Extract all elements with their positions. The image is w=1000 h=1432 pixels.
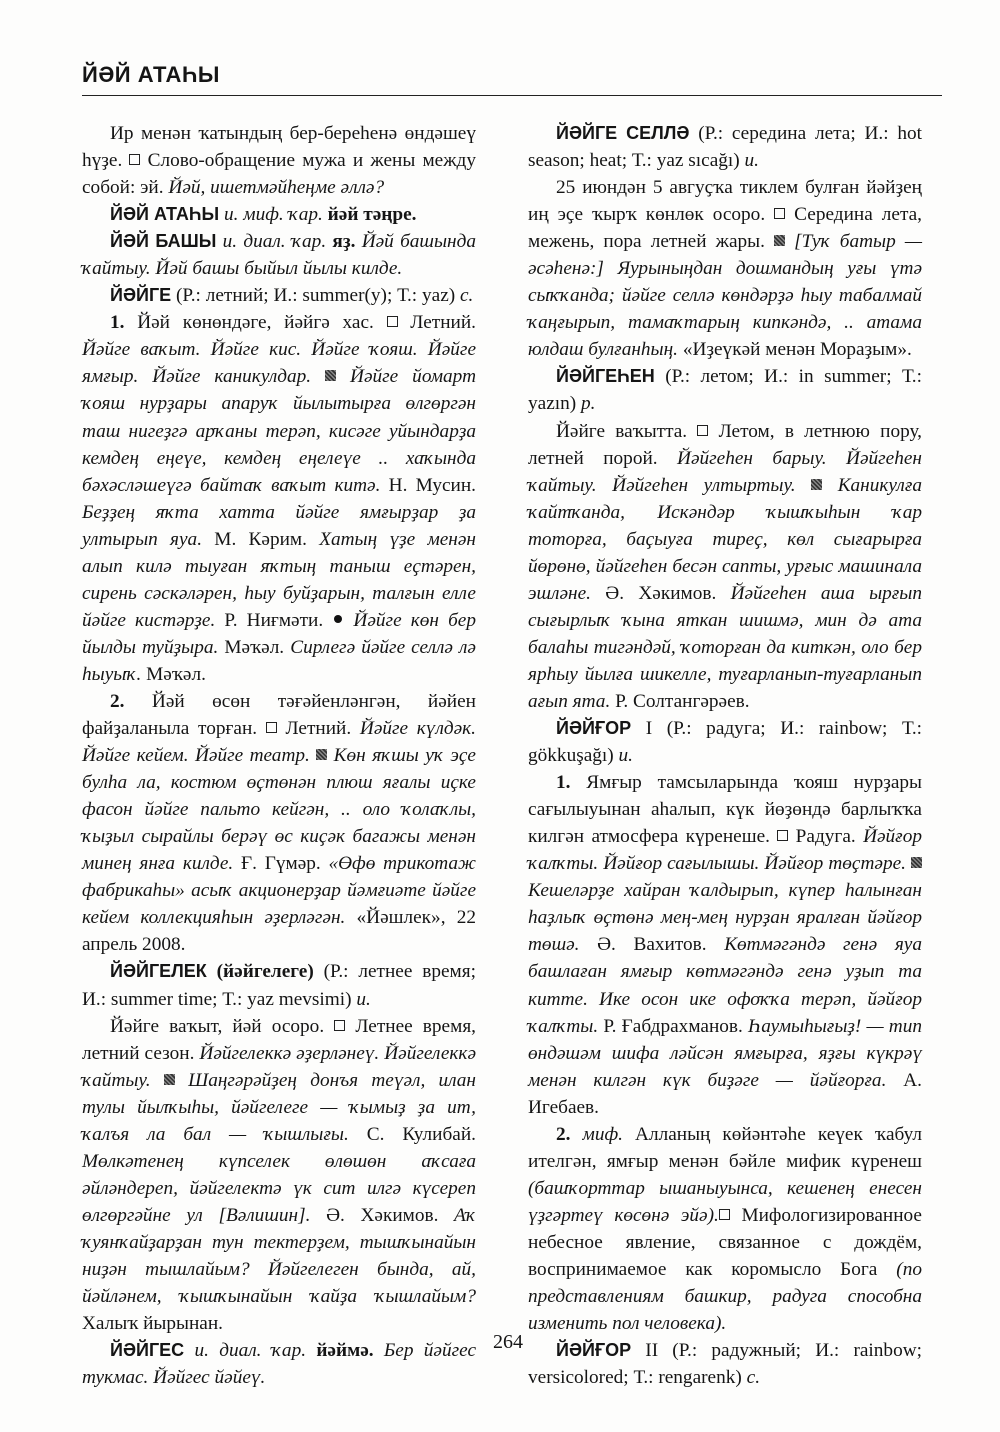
citation-text: Аҡ ҡуянҡайҙарҙан тун тектерҙем, тышҡынайын ниҙән тышлайым? Йәйгелеген бында, ай, йәйләнем, ҡышҡынайын ҡайҙа ҡышлайым?: [82, 1204, 476, 1308]
translation-text: Середина лета, межень, пора летней жары.: [528, 204, 922, 253]
part-of-speech: и.: [356, 988, 371, 1010]
grammar-label: и. диал. ҡар.: [216, 231, 333, 253]
citation-marker-icon: [325, 370, 336, 381]
russian-translation-marker-icon: [697, 425, 708, 436]
citation-source: Мәҡәл.: [218, 636, 291, 658]
entry: [528, 363, 922, 417]
sense-number: 1.: [556, 772, 571, 794]
citation-author: А. Игебаев.: [528, 1069, 922, 1118]
citation-marker-icon: [911, 857, 922, 868]
citation-marker-icon: [164, 1074, 175, 1085]
entry: [82, 958, 476, 1012]
headword: ЙӘЙГЕ СЕЛЛӘ: [556, 123, 690, 143]
citation-author: Р. Ғабдрахманов.: [598, 1015, 748, 1037]
definition-text: Йәйге ваҡытта.: [556, 420, 698, 442]
headword: ЙӘЙГЕ: [110, 285, 172, 306]
definition-text: Йәй өсөн тәғәйенләнгән, йәйен файҙаланыла торған.: [82, 690, 476, 740]
citation-text: [Туҡ батыр — әсәһенә:] Яурыныңдан дошмандың уғы үтә сыҡҡанда; йәйге селлә көндәрҙә һыу табалмай ҡаңғырып, тамаҡтарың кипкәндә, .. атама юлдаш булғанһың.: [528, 231, 922, 361]
translations: (Р.: летний; И.: summer(у); Т.: yaz): [171, 285, 460, 307]
running-head: ЙӘЙ АТАҺЫ: [82, 62, 220, 87]
definition-text: 25 июндән 5 авгуҫҡа тиклем булған йәйҙең иң эҫе ҡырҡ көнлөк осоро.: [528, 177, 922, 226]
russian-translation-marker-icon: [266, 722, 277, 733]
translations: (Р.: летом; И.: in summer; Т.: yazın): [528, 366, 922, 415]
citation-source: «Йәшлек», 22 апрель 2008.: [82, 907, 476, 956]
russian-translation-marker-icon: [387, 316, 398, 327]
part-of-speech: с.: [746, 1367, 761, 1389]
translation-text: Летом, в летнюю пору, летней порой.: [528, 420, 922, 469]
citation-author: Н. Мусин.: [380, 474, 476, 496]
header-rule: [82, 95, 942, 96]
headword-variant: (йәйгелеге): [206, 961, 314, 983]
translation-text: Слово-обращение мужа и жены между собой: эй.: [82, 150, 476, 199]
part-of-speech: и.: [618, 745, 633, 767]
entry: [82, 282, 476, 309]
citation-author: Ә. Вахитов.: [579, 934, 725, 956]
definition-text: Йәй көнөндәге, йәйгә хас.: [124, 312, 387, 334]
part-of-speech: с.: [460, 285, 474, 307]
citation-author: Ә. Хәкимов.: [590, 582, 731, 604]
citation-source: «Иҙеүкәй менән Мораҙым».: [678, 339, 912, 361]
sense: [82, 688, 476, 958]
definition-text: Ир менән ҡатындың бер-береһенә өндәшеү һүҙе.: [82, 123, 476, 172]
grammar-label: и. диал. ҡар.: [184, 1340, 317, 1362]
example-text: Йәйгелеккә әҙерләнеү. Йәйгелеккә ҡайтыу.: [82, 1042, 476, 1091]
headword: ЙӘЙ АТАҺЫ: [110, 204, 220, 225]
grammar-label: и. миф. ҡар.: [219, 204, 328, 226]
definition-text: Йәйге ваҡыт, йәй осоро.: [110, 1015, 335, 1037]
headword: ЙӘЙГЕҺЕН: [556, 366, 655, 387]
entry: [82, 201, 476, 228]
definition-text: Алланың көйәнтәһе кеүек ҡабул ителгән, ямғыр менән бәйле мифик күренеш: [528, 1123, 922, 1172]
translation-text: Радуга.: [788, 826, 864, 848]
citation-author: Р. Ниғмәти.: [215, 609, 333, 631]
sense: [528, 174, 922, 363]
cross-reference: яҙ.: [332, 231, 356, 253]
part-of-speech: р.: [581, 393, 596, 415]
translation-text: Летнее время, летний сезон.: [82, 1015, 477, 1064]
translations: (Р.: середина лета; И.: hot season; heat; Т.: yaz sıcağı): [528, 123, 922, 172]
translation-text: Летний.: [276, 718, 360, 740]
russian-translation-marker-icon: [777, 830, 788, 841]
right-column: [528, 120, 922, 1391]
definition-note: (башҡорттар ышаныуынса, кешенең енесен үҙгәртеү көсөнә эйә).: [528, 1177, 922, 1226]
sense: [82, 309, 476, 688]
example-text: Йәйғор ҡалҡты. Йәйғор сағылышы. Йәйғор төҫтәре.: [528, 826, 922, 875]
citation-text: Хатың үҙе менән алып килә тыуған яҡтың таныш еҫтәрен, сирень сәскәләрен, һыу буйҙарын, талғын елле йәйге кистәрҙе.: [82, 528, 476, 631]
citation-marker-icon: [774, 235, 785, 246]
page-number: 264: [493, 1331, 523, 1353]
citation-text: Көтмәгәндә генә яуа башлаған ямғыр көтмәгәндә генә уҙып та китте. Ике осон ике офоҡҡа терәп, йәйғор ҡалҡты.: [528, 934, 922, 1037]
russian-translation-marker-icon: [774, 208, 785, 219]
citation-source: Мәҡәл.: [141, 663, 206, 685]
russian-translation-marker-icon: [129, 154, 140, 165]
headword: ЙӘЙ БАШЫ: [110, 231, 217, 252]
grammar-label: миф.: [570, 1123, 623, 1145]
headword: ЙӘЙГЕС: [110, 1340, 185, 1361]
sense: [528, 1121, 922, 1337]
proverb-text: Йәйге көн бер йылды туйҙыра.: [82, 609, 476, 658]
translations: I (Р.: радуга; И.: rainbow; Т.: gökkuşağı): [528, 718, 922, 767]
sense-number: 1.: [110, 312, 125, 334]
entry: [82, 228, 476, 282]
citation-author: Р. Солтангәрәев.: [610, 690, 750, 712]
proverb-marker-icon: [334, 615, 342, 623]
citation-author: С. Кулибай.: [348, 1123, 476, 1145]
example-text: Йәй башында ҡайтыу. Йәй башы быйыл йылы килде.: [82, 231, 476, 280]
russian-translation-marker-icon: [334, 1020, 345, 1031]
citation-text: Каникулға ҡайтҡанда, Искәндәр ҡышҡыһын ҡар тоторға, баҫыуға тиреҫ, көл сығарырға йөрөнө, йәйгеһен бесән сапты, урғыс машинала эшләне.: [528, 474, 922, 604]
translation-note: (по представлениям башкир, радуга способна изменить пол человека).: [528, 1258, 922, 1335]
citation-text: Йәйге йомарт ҡояш нурҙары апаруҡ йылытырға өлгөргән таш нигеҙгә арҡаны терәп, кисәге уйындарҙа кемдең еңеүе, кемдең еңелеүе .. хаҡында бәхәсләшеүгә байтаҡ ваҡыт китә.: [82, 366, 476, 496]
sense-number: 2.: [110, 690, 125, 712]
citation-text: Беҙҙең яҡта хатта йәйге ямғырҙар ҙа ултырып яуа.: [82, 501, 476, 550]
sense: [528, 418, 922, 716]
sense: [82, 1013, 476, 1338]
headword: ЙӘЙҒОР: [556, 1340, 632, 1361]
citation-marker-icon: [316, 749, 327, 760]
example-text: Бер йәйгес тукмас. Йәйгес йәйеү.: [82, 1340, 477, 1389]
citation-text: Шаңгәрәйҙең донъя теүәл, илан тулы йылҡыһы, йәйгелеге — ҡымыҙ ҙа ит, ҡалъя ла бал — ҡышлығы.: [82, 1069, 476, 1145]
citation-author: М. Кәрим.: [202, 528, 320, 550]
citation-text: Кешеләрҙе хайран ҡалдырып, күпер һалынған һаҙлыҡ өҫтөнә мең-мең нурҙан яралған йәйғор төшә.: [528, 880, 922, 956]
citation-author: Ә. Хәкимов.: [310, 1204, 455, 1226]
example-text: Йәйге күлдәк. Йәйге кейем. Йәйге театр.: [82, 718, 477, 767]
cross-reference: йәй тәңре.: [327, 204, 417, 226]
cross-reference: йәймә.: [316, 1340, 374, 1362]
citation-source: Халыҡ йырынан.: [82, 1313, 223, 1335]
example-text: Йәйге ваҡыт. Йәйге кис. Йәйге ҡояш. Йәйге ямғыр. Йәйге каникулдар.: [82, 339, 476, 388]
citation-text: Һаумыһығыҙ! — тип өндәшәм шифа ләйсән ямғырға, яҙғы күкрәү менән килгән күк биҙәге — йәйғорға.: [528, 1015, 922, 1091]
citation-text: Йәйгеһен аша ырғып сығырлыҡ ҡына яткан шишмә, мин дә ата балаһы тигәндәй, ҡоторған да киткән, оло бер ярһыу йылға шикелле, туғарланып-туғарланып ағып ята.: [528, 582, 922, 712]
headword: ЙӘЙҒОР: [556, 718, 632, 739]
citation-text: «Өфө трикотаж фабрикаһы» асыҡ акционерҙар йәмғиәте йәйге кейем коллекцияһын әҙерләгән.: [82, 853, 476, 929]
left-column: [82, 120, 476, 1391]
entry: [528, 120, 922, 174]
part-of-speech: и.: [744, 150, 759, 172]
russian-translation-marker-icon: [719, 1209, 730, 1220]
proverb-text: Сирлегә йәйге селлә лә һыуыҡ.: [82, 636, 476, 685]
citation-text: Мөлкәтенең күпселек өлөшөн аҡсаға әйләндереп, йәйгелектә үк сит илгә күсереп өлгөргәйне ул [Вәлишин].: [82, 1150, 476, 1226]
citation-text: Көн яҡшы уҡ эҫе булһа ла, костюм өҫтөнән плюш яғалы иҫке фасон йәйге пальто кейгән, .. оло ҡолаҡлы, ҡыҙыл сырайлы берәү өс киҫәк багажы менән минең янға килде.: [82, 745, 476, 875]
translation-text: Летний.: [397, 312, 476, 334]
translations: (Р.: летнее время; И.: summer time; Т.: yaz mevsimi): [82, 961, 476, 1010]
sense-number: 2.: [556, 1123, 571, 1145]
citation-marker-icon: [811, 479, 822, 490]
example-text: Йәйгеһен барыу. Йәйгеһен ҡайтыу. Йәйгеһен ултыртыу.: [528, 447, 923, 496]
headword: ЙӘЙГЕЛЕК: [110, 961, 207, 982]
translation-text: Мифологизированное небесное явление, связанное с дождём, воспринимаемое как коромысло Бога: [528, 1204, 922, 1280]
definition-text: Ямғыр тамсыларында ҡояш нурҙары сағылыуынан аһалып, күк йөҙөндә барлыҡҡа килгән атмосфера күренеше.: [528, 772, 922, 848]
sense: [528, 769, 922, 1121]
entry: [528, 715, 922, 769]
example-text: Йәй, ишетмәйһеңме әллә?: [168, 177, 385, 199]
citation-author: Ғ. Гүмәр.: [233, 853, 329, 875]
entry-paragraph: [82, 120, 476, 201]
translations: II (Р.: радужный; И.: rainbow; versicolored; Т.: rengarenk): [528, 1340, 922, 1389]
